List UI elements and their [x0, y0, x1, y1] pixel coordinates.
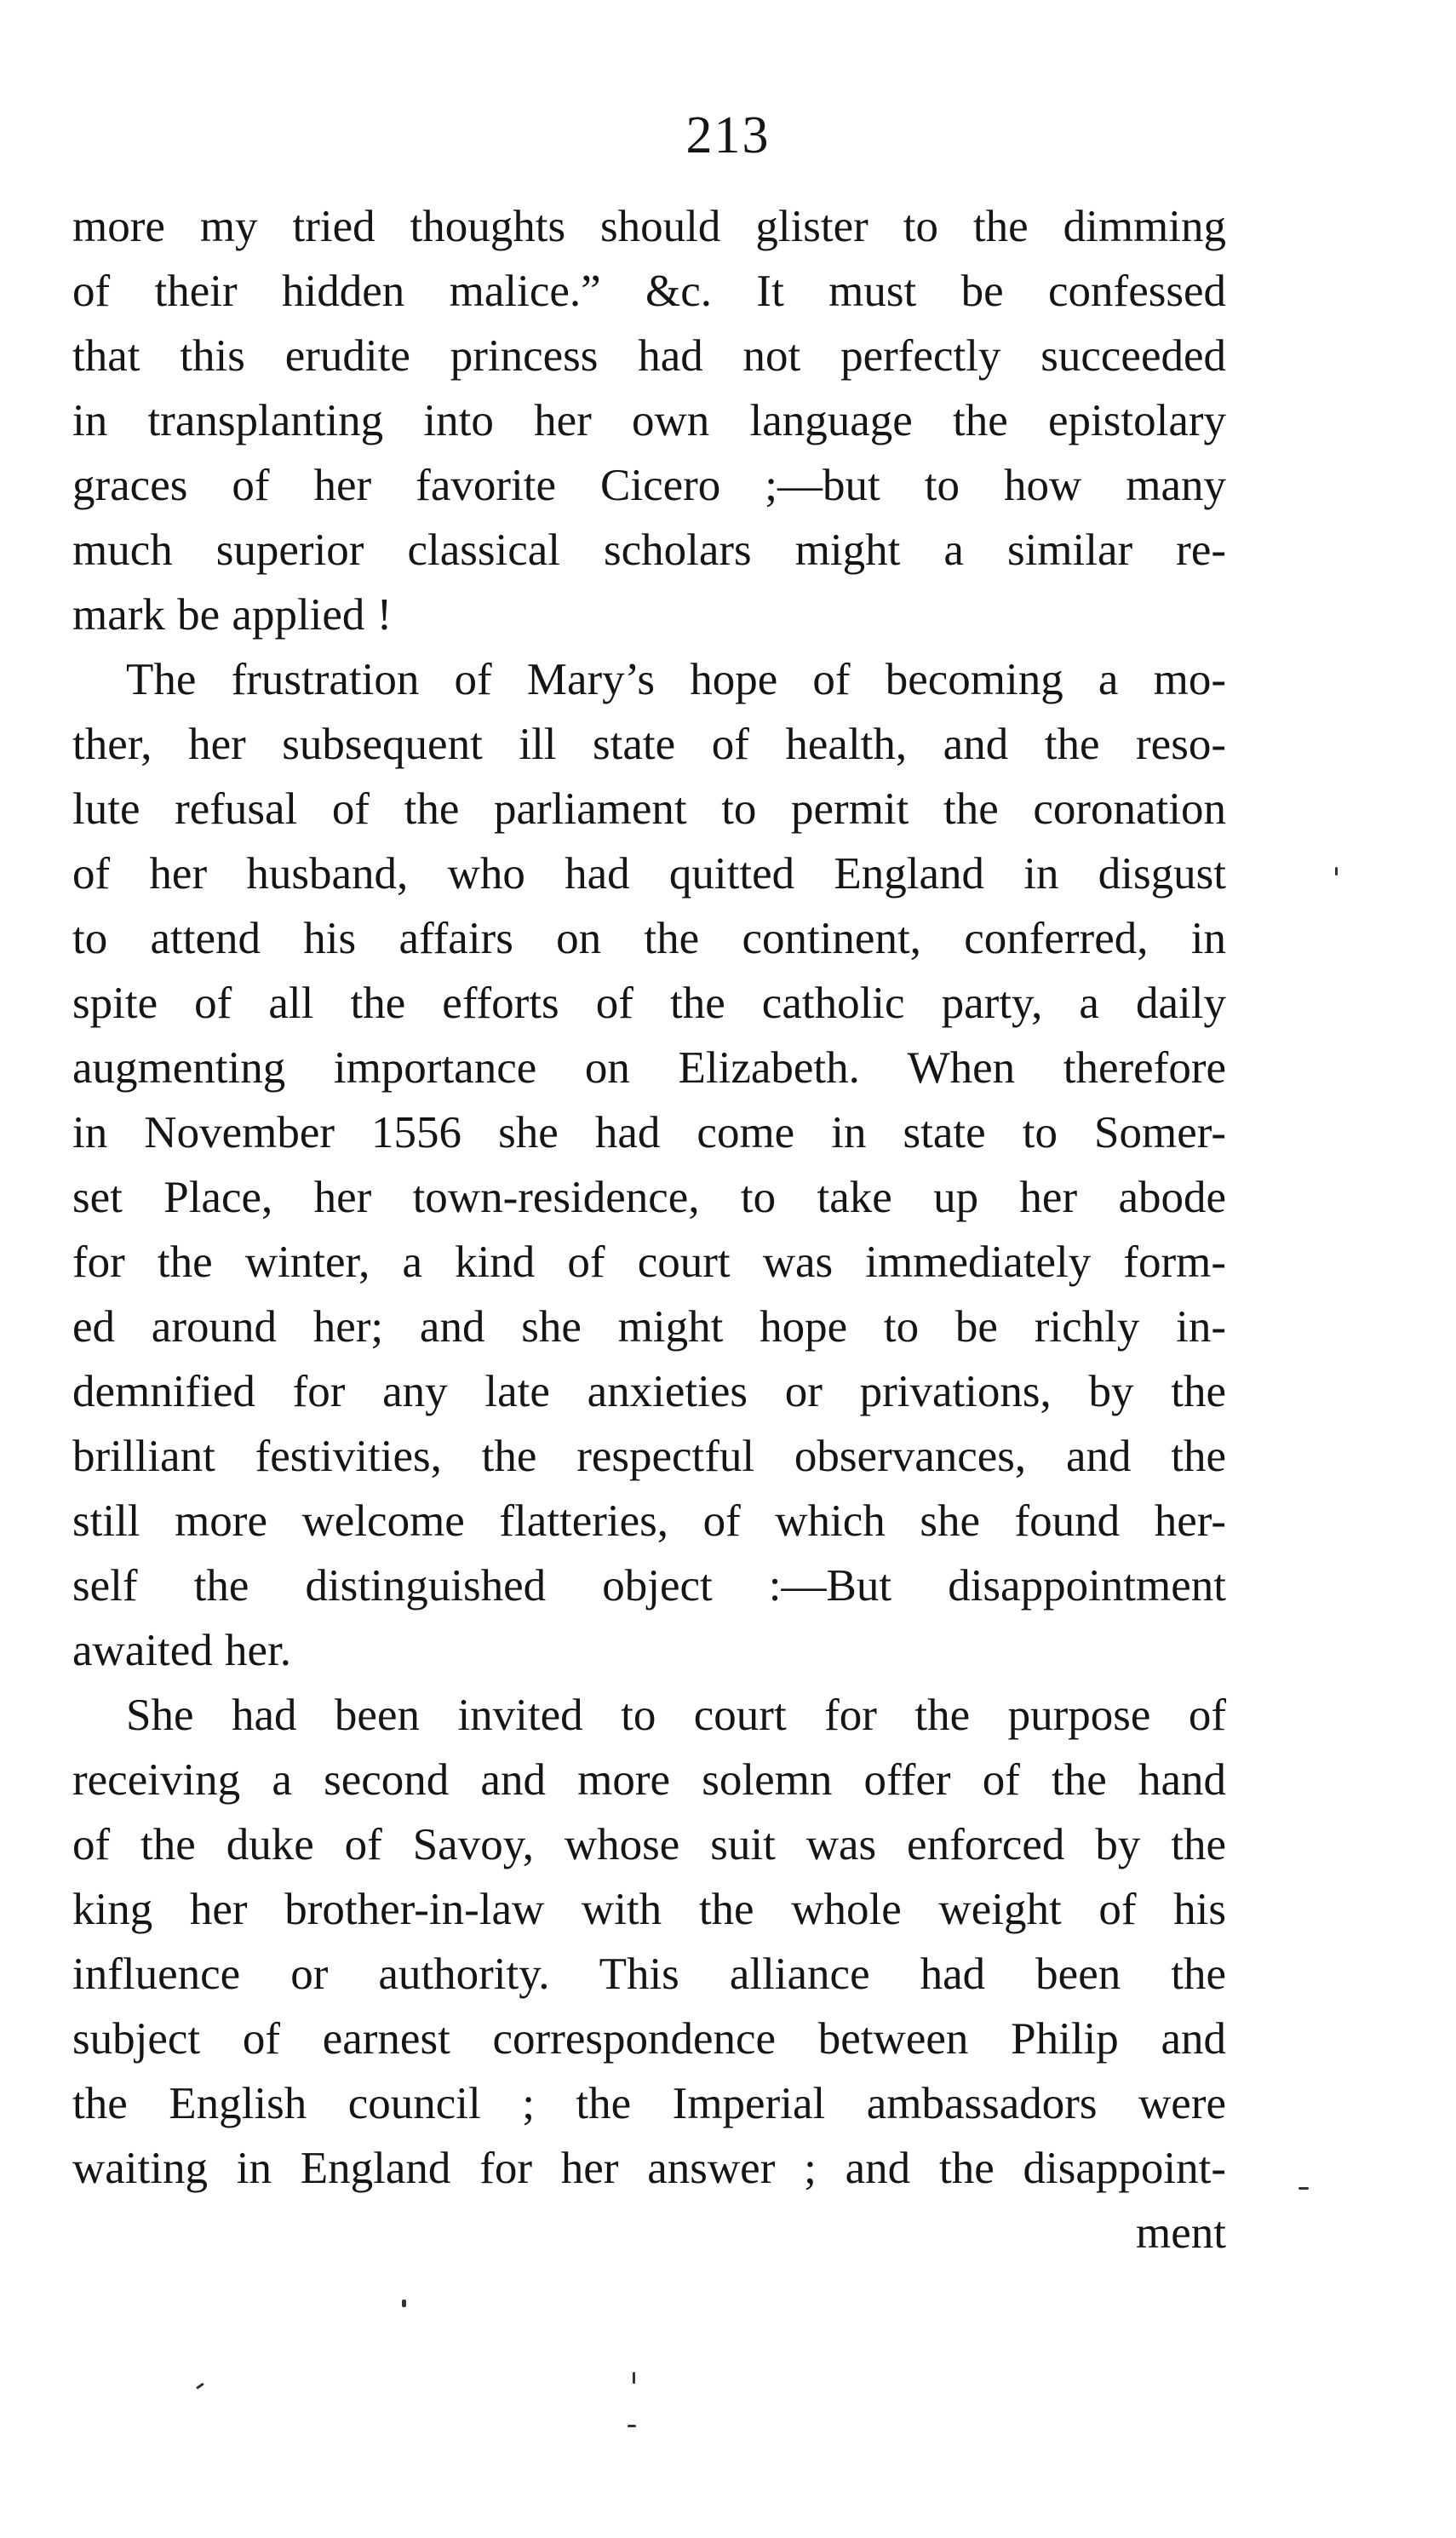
text-line: in November 1556 she had come in state to Somer-	[72, 1108, 1226, 1157]
text-line: ther, her subsequent ill state of health, and the reso-	[72, 720, 1226, 769]
catchword: ment	[1136, 2208, 1226, 2258]
text-line: subject of earnest correspondence between Philip and	[72, 2014, 1226, 2064]
text-line: much superior classical scholars might a similar re-	[72, 525, 1226, 575]
text-line: ed around her; and she might hope to be richly in-	[72, 1302, 1226, 1352]
paragraph-first-line: She had been invited to court for the purpose of	[126, 1691, 1226, 1740]
text-line: still more welcome flatteries, of which she found her-	[72, 1496, 1226, 1546]
print-speck	[628, 2425, 636, 2427]
page-number: 213	[685, 106, 771, 164]
text-line: the English council ; the Imperial ambassadors were	[72, 2079, 1226, 2128]
text-line: brilliant festivities, the respectful observances, and the	[72, 1432, 1226, 1481]
text-line: graces of her favorite Cicero ;—but to how many	[72, 461, 1226, 510]
text-line: awaited her.	[72, 1626, 292, 1675]
text-line: to attend his affairs on the continent, conferred, in	[72, 914, 1226, 963]
text-line: lute refusal of the parliament to permit the coronation	[72, 784, 1226, 834]
text-line: self the distinguished object :—But disappointment	[72, 1561, 1226, 1611]
text-line: in transplanting into her own language the epistolary	[72, 396, 1226, 445]
text-line: king her brother-in-law with the whole weight of his	[72, 1885, 1226, 1934]
text-line: for the winter, a kind of court was immediately form-	[72, 1237, 1226, 1287]
paragraph-first-line: The frustration of Mary’s hope of becoming a mo-	[126, 655, 1226, 704]
text-line: spite of all the efforts of the catholic party, a daily	[72, 979, 1226, 1028]
text-line: of the duke of Savoy, whose suit was enforced by the	[72, 1820, 1226, 1869]
text-line: that this erudite princess had not perfectly succeeded	[72, 331, 1226, 381]
text-line: receiving a second and more solemn offer of the hand	[72, 1755, 1226, 1805]
print-speck	[1298, 2187, 1309, 2190]
text-line: more my tried thoughts should glister to the dimming	[72, 202, 1226, 251]
text-line: waiting in England for her answer ; and the disappoint-	[72, 2144, 1226, 2193]
print-speck	[633, 2372, 635, 2384]
text-line: mark be applied !	[72, 590, 393, 640]
print-speck	[196, 2382, 204, 2389]
text-line: set Place, her town-residence, to take up her abode	[72, 1173, 1226, 1222]
text-line: influence or authority. This alliance had been the	[72, 1949, 1226, 1999]
print-speck	[402, 2300, 406, 2307]
text-line: demnified for any late anxieties or privations, by the	[72, 1367, 1226, 1416]
text-line: of their hidden malice.” &c. It must be confessed	[72, 267, 1226, 316]
text-line: of her husband, who had quitted England in disgust	[72, 849, 1226, 899]
print-speck	[1335, 867, 1338, 876]
text-line: augmenting importance on Elizabeth. When therefore	[72, 1043, 1226, 1093]
